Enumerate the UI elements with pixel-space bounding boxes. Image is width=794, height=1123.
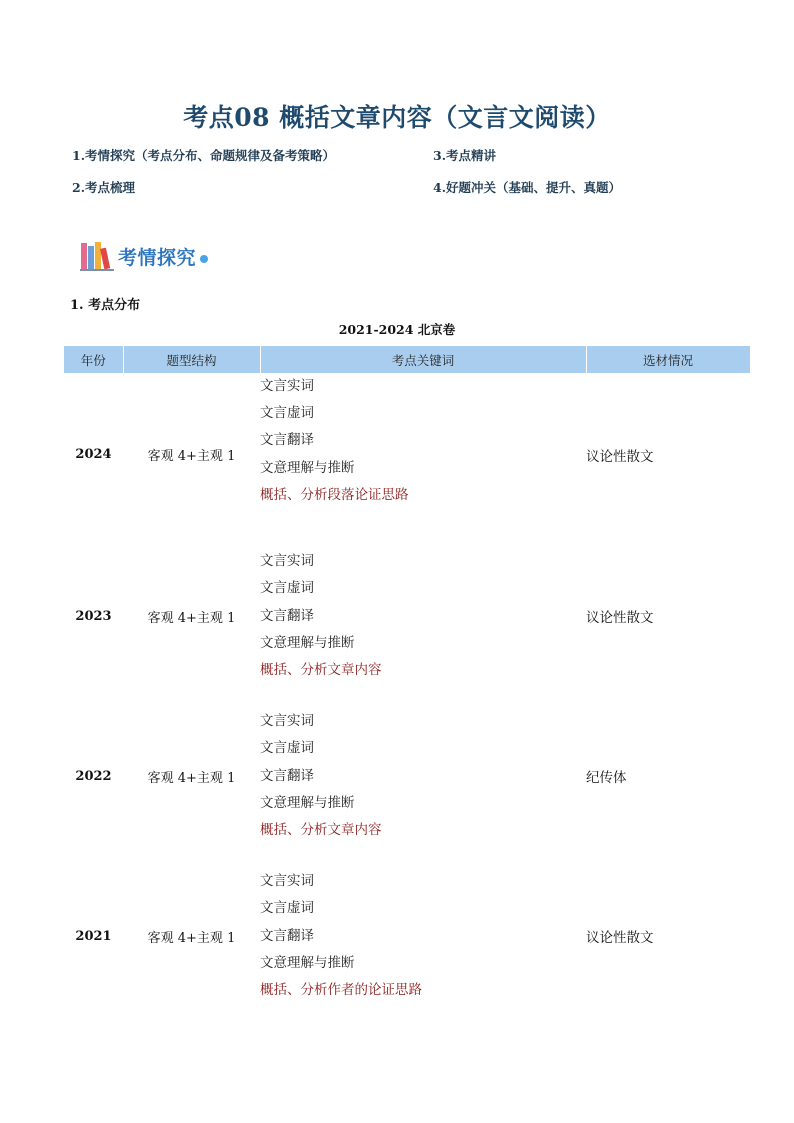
keyword: 文言翻译 [260,767,314,784]
keyword: 文言翻译 [260,927,314,944]
material-cell: 纪传体 [586,770,627,787]
keyword: 文言实词 [260,378,314,394]
year-cell: 2021 [75,928,112,944]
year-cell: 2023 [75,608,112,624]
material-cell: 议论性散文 [586,448,654,465]
year-cell: 2024 [75,447,112,463]
structure-cell: 客观 4+主观 1 [147,449,236,465]
keyword-highlight: 概括、分析段落论证思路 [260,486,409,503]
keyword: 文言实词 [260,713,314,730]
material-cell: 议论性散文 [586,930,654,947]
header-keywords: 考点关键词 [260,346,586,373]
structure-cell: 客观 4+主观 1 [147,770,236,786]
section-heading: 1. 考点分布 [70,298,141,313]
keywords-cell [260,856,586,1016]
table-row [64,536,750,696]
keywords-cell [260,696,586,856]
toc-item-key-points[interactable]: 3.考点精讲 [433,148,497,163]
keyword: 文意理解与推断 [260,794,355,811]
keyword: 文言实词 [260,553,314,570]
keywords-cell [260,536,586,696]
keyword: 文言虚词 [260,900,314,917]
toc-item-practice[interactable]: 4.好题冲关（基础、提升、真题） [433,180,622,195]
keywords-cell [260,373,586,536]
structure-cell: 客观 4+主观 1 [147,610,236,626]
toc-item-exam-analysis[interactable]: 1.考情探究（考点分布、命题规律及备考策略） [72,148,336,163]
keyword: 文言翻译 [260,432,314,449]
books-icon [80,240,116,272]
keyword-spacer [260,509,586,536]
table-caption: 2021-2024 北京卷 [338,322,456,337]
table-row [64,373,750,536]
toc-item-outline[interactable]: 2.考点梳理 [72,180,136,195]
table-row [64,696,750,856]
keyword-highlight: 概括、分析作者的论证思路 [260,981,422,998]
structure-cell: 客观 4+主观 1 [147,930,236,946]
keyword: 文言虚词 [260,580,314,597]
page-title: 考点08 概括文章内容（文言文阅读） [183,103,611,132]
keyword: 文意理解与推断 [260,634,355,651]
header-material: 选材情况 [586,346,750,373]
keyword-highlight: 概括、分析文章内容 [260,661,382,678]
distribution-table [64,346,751,1016]
keyword: 文言虚词 [260,405,314,422]
dot-icon [200,255,208,263]
header-year: 年份 [64,346,123,373]
keyword: 文意理解与推断 [260,459,355,476]
keyword: 文言翻译 [260,607,314,624]
year-cell: 2022 [75,768,112,784]
keyword: 文言实词 [260,873,314,890]
keyword: 文言虚词 [260,740,314,757]
keyword-highlight: 概括、分析文章内容 [260,821,382,838]
section-banner [80,240,208,272]
banner-label: 考情探究 [118,246,197,269]
table-header-row [64,346,750,373]
header-structure: 题型结构 [123,346,260,373]
keyword: 文意理解与推断 [260,954,355,971]
table-row [64,856,750,1016]
material-cell: 议论性散文 [586,610,654,627]
